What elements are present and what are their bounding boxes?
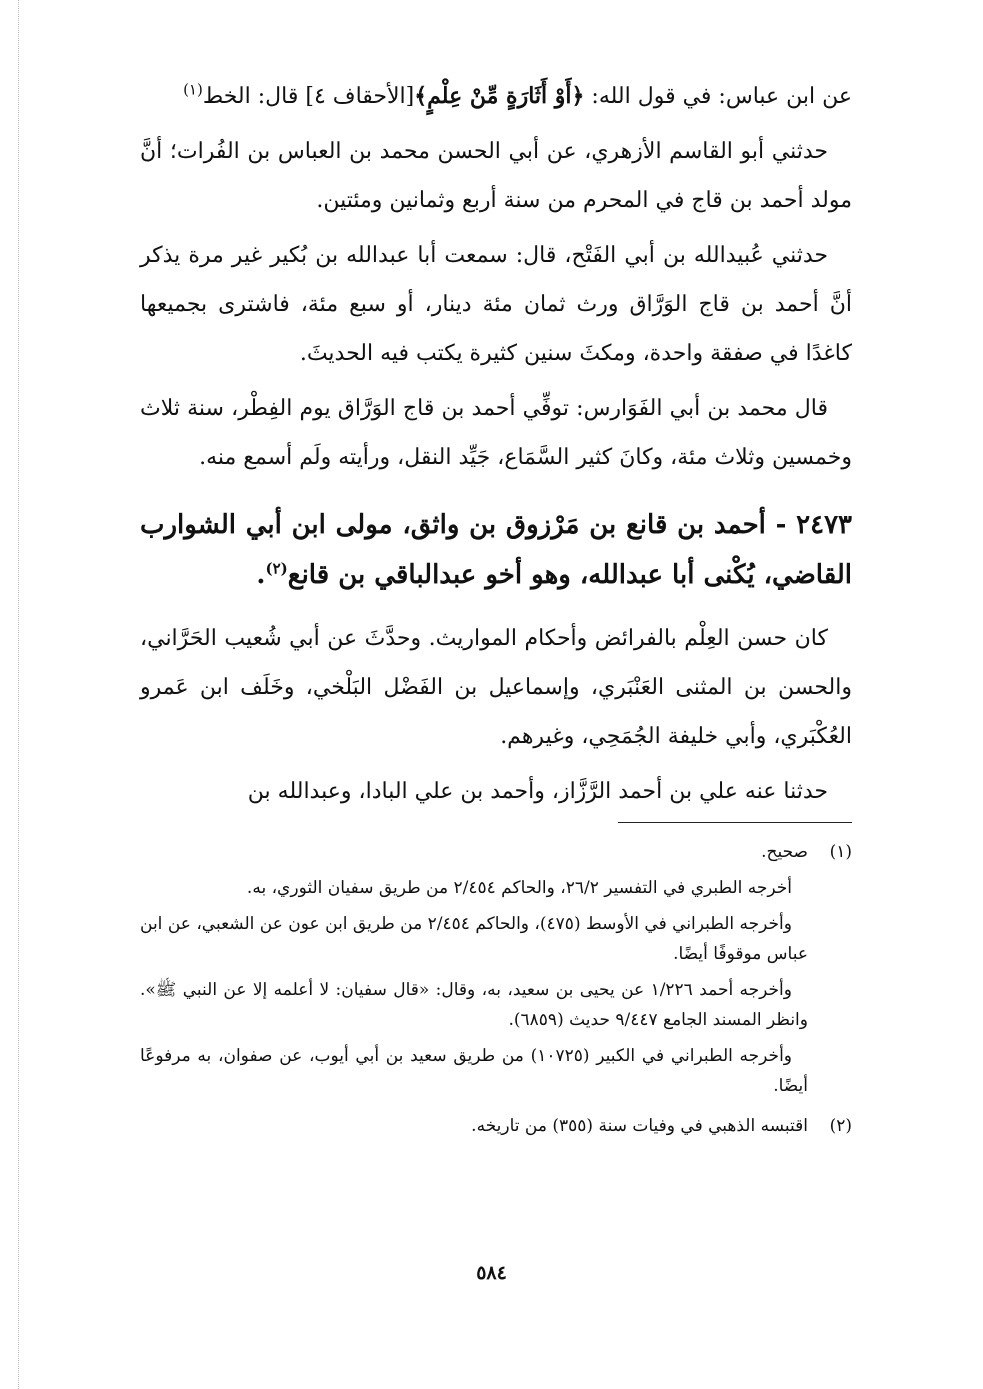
footnote-line: وأخرجه الطبراني في الأوسط (٤٧٥)، والحاكم ٢/٤٥٤ من طريق ابن عون عن الشعبي، عن ابن عباس موقوفًا أيضًا. — [140, 914, 808, 964]
footnote-line: اقتبسه الذهبي في وفيات سنة (٣٥٥) من تاريخه. — [471, 1116, 808, 1136]
footnote-2 — [140, 1111, 852, 1147]
footnote-line: وأخرجه الطبراني في الكبير (١٠٧٢٥) من طريق سعيد بن أبي أيوب، عن صفوان، به مرفوعًا أيضًا. — [140, 1046, 808, 1096]
entry-title: ٢٤٧٣ - أحمد بن قانع بن مَرْزوق بن واثق، مولى ابن أبي الشوارب القاضي، يُكْنى أبا عبدالله، وهو أخو عبدالباقي بن قانع — [140, 510, 852, 590]
footnote-line: وأخرجه أحمد ١/٢٢٦ عن يحيى بن سعيد، به، وقال: «قال سفيان: لا أعلمه إلا عن النبي ﷺ». وانظر المسند الجامع ٩/٤٤٧ حديث (٦٨٥٩). — [140, 980, 808, 1030]
paragraph — [140, 767, 852, 816]
footnote-number: (٢) — [829, 1116, 852, 1136]
footnote-line: صحيح. — [761, 842, 808, 862]
paragraph — [140, 384, 852, 482]
scan-edge-line — [18, 0, 20, 1389]
footnote-separator — [618, 822, 852, 823]
paragraph-text: حدثني أبو القاسم الأزهري، عن أبي الحسن محمد بن العباس بن الفُرات؛ أنَّ مولد أحمد بن قاج في المحرم من سنة أربع وثمانين ومئتين. — [140, 139, 852, 213]
paragraph-text: كان حسن العِلْم بالفرائض وأحكام المواريث. وحدَّثَ عن أبي شُعيب الحَرَّاني، والحسن بن المثنى العَنْبَري، وإسماعيل بن الفَضْل البَلْخي، وخَلَف ابن عَمرو العُكْبَري، وأبي خليفة الجُمَحِي، وغيرهم. — [140, 626, 852, 749]
footnotes — [140, 837, 852, 1147]
quran-verse: ﴿أَوْ أَثَارَةٍ مِّنْ عِلْمٍ﴾ — [414, 83, 585, 109]
footnote-reference-2: (٢) — [265, 559, 288, 578]
entry-title-end: . — [256, 560, 266, 590]
paragraph — [140, 231, 852, 378]
footnote-body — [140, 1111, 808, 1147]
paragraph — [140, 127, 852, 225]
page-number: ٥٨٤ — [476, 1262, 507, 1284]
book-page — [140, 72, 852, 1151]
opening-line-after: [الأحقاف ٤] قال: الخط — [202, 84, 415, 109]
paragraph-text: حدثنا عنه علي بن أحمد الرَّزَّاز، وأحمد بن علي البادا، وعبدالله بن — [247, 779, 828, 804]
biography-entry-heading — [140, 500, 852, 600]
opening-line-before: عن ابن عباس: في قول الله: — [584, 84, 852, 109]
paragraph-text: قال محمد بن أبي الفَوَارس: توفِّي أحمد بن قاج الوَرَّاق يوم الفِطْر، سنة ثلاث وخمسين وثلاث مئة، وكانَ كثير السَّمَاع، جَيِّد النقل، ورأيته ولَم أسمع منه. — [140, 396, 852, 470]
footnote-number: (١) — [829, 842, 852, 862]
footnote-reference-1: (١) — [183, 80, 203, 99]
footnote-line: أخرجه الطبري في التفسير ٢٦/٢، والحاكم ٢/٤٥٤ من طريق سفيان الثوري، به. — [246, 878, 792, 898]
footnote-body — [140, 837, 808, 1107]
paragraph — [140, 614, 852, 761]
opening-line — [140, 72, 852, 121]
paragraph-text: حدثني عُبيدالله بن أبي الفَتْح، قال: سمعت أبا عبدالله بن بُكير غير مرة يذكر أنَّ أحمد بن قاج الوَرَّاق ورث ثمان مئة دينار، أو سبع مئة، فاشترى بجميعها كاغدًا في صفقة واحدة، ومكثَ سنين كثيرة يكتب فيه الحديثَ. — [140, 243, 852, 366]
footnote-1 — [140, 837, 852, 1107]
